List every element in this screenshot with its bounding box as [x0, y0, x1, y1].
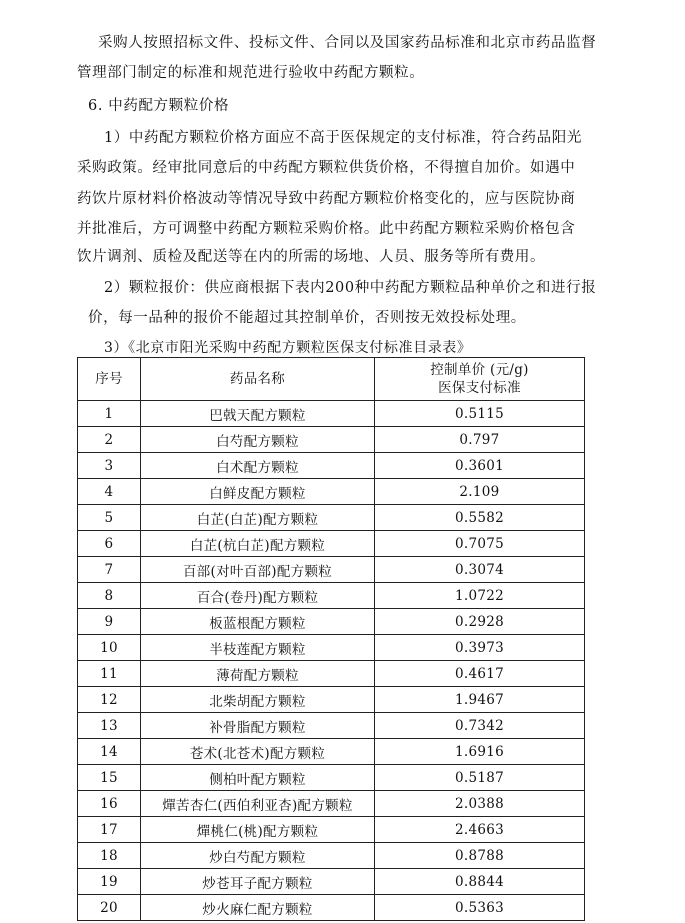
cell-no: 15	[78, 765, 141, 791]
cell-price: 0.3973	[375, 635, 585, 661]
cell-name: 薄荷配方颗粒	[141, 661, 375, 687]
paragraph-line: 价，每一品种的报价不能超过其控制单价，否则按无效投标处理。	[88, 310, 526, 326]
table-title: 3）《北京市阳光采购中药配方颗粒医保支付标准目录表》	[104, 340, 472, 356]
cell-name: 燀苦杏仁(西伯利亚杏)配方颗粒	[141, 791, 375, 817]
cell-name: 燀桃仁(桃)配方颗粒	[141, 817, 375, 843]
cell-price: 1.0722	[375, 583, 585, 609]
header-name: 药品名称	[141, 358, 375, 401]
cell-price: 2.109	[375, 479, 585, 505]
cell-name: 板蓝根配方颗粒	[141, 609, 375, 635]
cell-price: 1.6916	[375, 739, 585, 765]
cell-price: 2.0388	[375, 791, 585, 817]
cell-price: 0.2928	[375, 609, 585, 635]
paragraph-line: 并批准后，方可调整中药配方颗粒采购价格。此中药配方颗粒采购价格包含	[77, 221, 576, 237]
cell-no: 19	[78, 869, 141, 895]
cell-no: 3	[78, 453, 141, 479]
cell-name: 炒白芍配方颗粒	[141, 843, 375, 869]
table-row	[78, 453, 585, 479]
cell-price: 1.9467	[375, 687, 585, 713]
table-row	[78, 817, 585, 843]
cell-no: 14	[78, 739, 141, 765]
cell-name: 白鲜皮配方颗粒	[141, 479, 375, 505]
cell-no: 17	[78, 817, 141, 843]
cell-no: 9	[78, 609, 141, 635]
cell-no: 7	[78, 557, 141, 583]
paragraph-line: 药饮片原材料价格波动等情况导致中药配方颗粒价格变化的，应与医院协商	[77, 191, 576, 207]
table-row	[78, 609, 585, 635]
cell-no: 8	[78, 583, 141, 609]
paragraph-line: 1）中药配方颗粒价格方面应不高于医保规定的支付标准，符合药品阳光	[104, 130, 582, 146]
cell-name: 白芍配方颗粒	[141, 427, 375, 453]
table-row	[78, 739, 585, 765]
cell-price: 0.8788	[375, 843, 585, 869]
header-price-line1: 控制单价 (元/g)	[430, 362, 529, 378]
table-row	[78, 531, 585, 557]
cell-no: 4	[78, 479, 141, 505]
cell-name: 百部(对叶百部)配方颗粒	[141, 557, 375, 583]
table-row	[78, 843, 585, 869]
cell-no: 18	[78, 843, 141, 869]
cell-name: 白芷(白芷)配方颗粒	[141, 505, 375, 531]
paragraph-line: 饮片调剂、质检及配送等在内的所需的场地、人员、服务等所有费用。	[77, 249, 546, 265]
cell-name: 白术配方颗粒	[141, 453, 375, 479]
cell-no: 16	[78, 791, 141, 817]
paragraph-line: 采购人按照招标文件、投标文件、合同以及国家药品标准和北京市药品监督	[98, 35, 597, 51]
table-row	[78, 505, 585, 531]
cell-price: 0.7342	[375, 713, 585, 739]
table-header-row	[78, 358, 585, 401]
table-row	[78, 791, 585, 817]
cell-price: 0.5582	[375, 505, 585, 531]
cell-price: 0.4617	[375, 661, 585, 687]
cell-no: 12	[78, 687, 141, 713]
price-table	[77, 357, 585, 921]
cell-price: 0.5187	[375, 765, 585, 791]
paragraph-line: 采购政策。经审批同意后的中药配方颗粒供货价格，不得擅自加价。如遇中	[77, 160, 576, 176]
table-row	[78, 557, 585, 583]
table-row	[78, 765, 585, 791]
cell-name: 炒苍耳子配方颗粒	[141, 869, 375, 895]
section-heading: 6. 中药配方颗粒价格	[88, 98, 230, 114]
table-row	[78, 869, 585, 895]
cell-no: 11	[78, 661, 141, 687]
paragraph-line: 2）颗粒报价：供应商根据下表内200种中药配方颗粒品种单价之和进行报	[104, 280, 597, 296]
cell-price: 0.8844	[375, 869, 585, 895]
cell-no: 5	[78, 505, 141, 531]
table-row	[78, 895, 585, 921]
cell-price: 2.4663	[375, 817, 585, 843]
cell-price: 0.3601	[375, 453, 585, 479]
table-row	[78, 427, 585, 453]
cell-name: 北柴胡配方颗粒	[141, 687, 375, 713]
cell-no: 2	[78, 427, 141, 453]
cell-name: 补骨脂配方颗粒	[141, 713, 375, 739]
cell-price: 0.797	[375, 427, 585, 453]
table-row	[78, 687, 585, 713]
cell-name: 苍术(北苍术)配方颗粒	[141, 739, 375, 765]
table-row	[78, 713, 585, 739]
cell-name: 百合(卷丹)配方颗粒	[141, 583, 375, 609]
cell-no: 1	[78, 401, 141, 427]
header-price	[375, 358, 585, 401]
cell-price: 0.3074	[375, 557, 585, 583]
paragraph-line: 管理部门制定的标准和规范进行验收中药配方颗粒。	[77, 65, 425, 81]
cell-price: 0.5363	[375, 895, 585, 921]
cell-name: 炒火麻仁配方颗粒	[141, 895, 375, 921]
table-row	[78, 401, 585, 427]
cell-price: 0.5115	[375, 401, 585, 427]
header-price-line2: 医保支付标准	[438, 380, 521, 396]
cell-name: 侧柏叶配方颗粒	[141, 765, 375, 791]
cell-no: 20	[78, 895, 141, 921]
table-row	[78, 661, 585, 687]
cell-price: 0.7075	[375, 531, 585, 557]
header-no: 序号	[78, 358, 141, 401]
cell-no: 6	[78, 531, 141, 557]
cell-name: 半枝莲配方颗粒	[141, 635, 375, 661]
table-row	[78, 583, 585, 609]
cell-name: 巴戟天配方颗粒	[141, 401, 375, 427]
cell-name: 白芷(杭白芷)配方颗粒	[141, 531, 375, 557]
cell-no: 10	[78, 635, 141, 661]
cell-no: 13	[78, 713, 141, 739]
table-row	[78, 635, 585, 661]
table-row	[78, 479, 585, 505]
